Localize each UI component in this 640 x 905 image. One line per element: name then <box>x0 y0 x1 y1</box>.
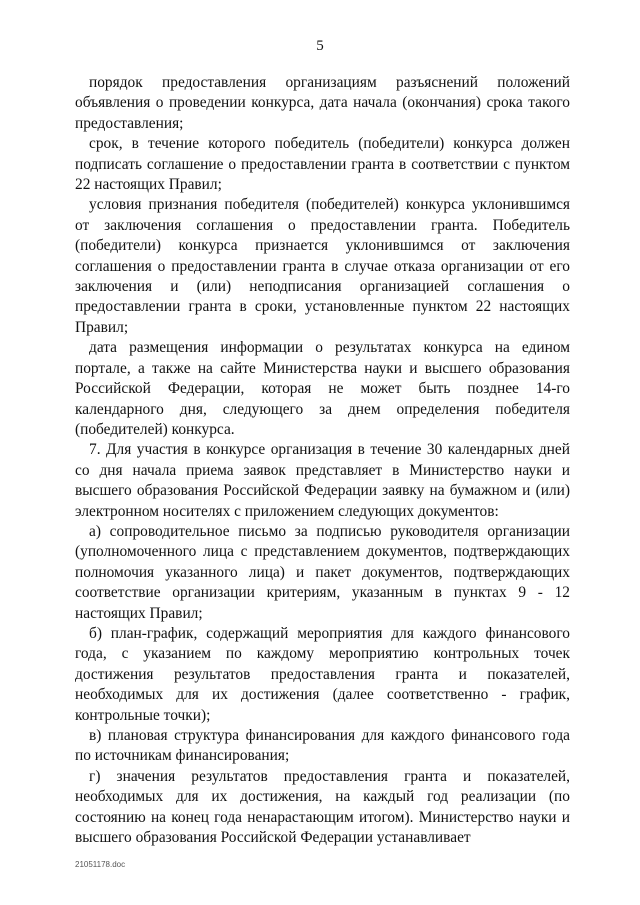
paragraph-signing-deadline: срок, в течение которого победитель (победители) конкурса должен подписать соглашение о предоставлении гранта в соответствии с пунктом 22 настоящих Правил; <box>75 135 570 194</box>
paragraph-item-7g: г) значения результатов предоставления гранта и показателей, необходимых для их достижения, на каждый год реализации (по состоянию на конец года ненарастающим итогом). Министерство науки и высшего образования Российской Федерации устанавливает <box>75 767 570 847</box>
paragraph-item-7a: а) сопроводительное письмо за подписью руководителя организации (уполномоченного лица с представлением документов, подтверждающих полномочия указанного лица) и пакет документов, подтверждающих соответствие организации критериям, указанным в пунктах 9 - 12 настоящих Правил; <box>75 522 570 622</box>
paragraph-results-publication: дата размещения информации о результатах конкурса на едином портале, а также на сайте Министерства науки и высшего образования Российской Федерации, которая не может быть позднее 14-го календарного дня, следующего за днем определения победителя (победителей) конкурса. <box>75 339 570 438</box>
paragraph-item-7b: б) план-график, содержащий мероприятия для каждого финансового года, с указанием по каждому мероприятию контрольных точек достижения результатов предоставления гранта и показателей, необходимых для их достижения (далее соответственно - график, контрольные точки); <box>75 624 570 724</box>
page-number: 5 <box>316 38 324 54</box>
paragraph-evasion-conditions: условия признания победителя (победителей) конкурса уклонившимся от заключения соглашения о предоставлении гранта. Победитель (победители) конкурса признается уклонившимся от заключения соглашения о предоставлении гранта в случае отказа организации от его заключения и (или) неподписания организацией соглашения о предоставлении гранта в сроки, установленные пунктом 22 настоящих Правил; <box>75 196 570 336</box>
document-body <box>75 73 570 848</box>
paragraph-item-7v: в) плановая структура финансирования для каждого финансового года по источникам финансирования; <box>75 727 570 765</box>
paragraph-item-7: 7. Для участия в конкурсе организация в течение 30 календарных дней со дня начала приема заявок представляет в Министерство науки и высшего образования Российской Федерации заявку на бумажном и (или) электронном носителях с приложением следующих документов: <box>75 441 570 520</box>
file-name-footer: 21051178.doc <box>75 860 126 869</box>
paragraph-clarification-order: порядок предоставления организациям разъяснений положений объявления о проведении конкурса, дата начала (окончания) срока такого предоставления; <box>75 74 570 132</box>
